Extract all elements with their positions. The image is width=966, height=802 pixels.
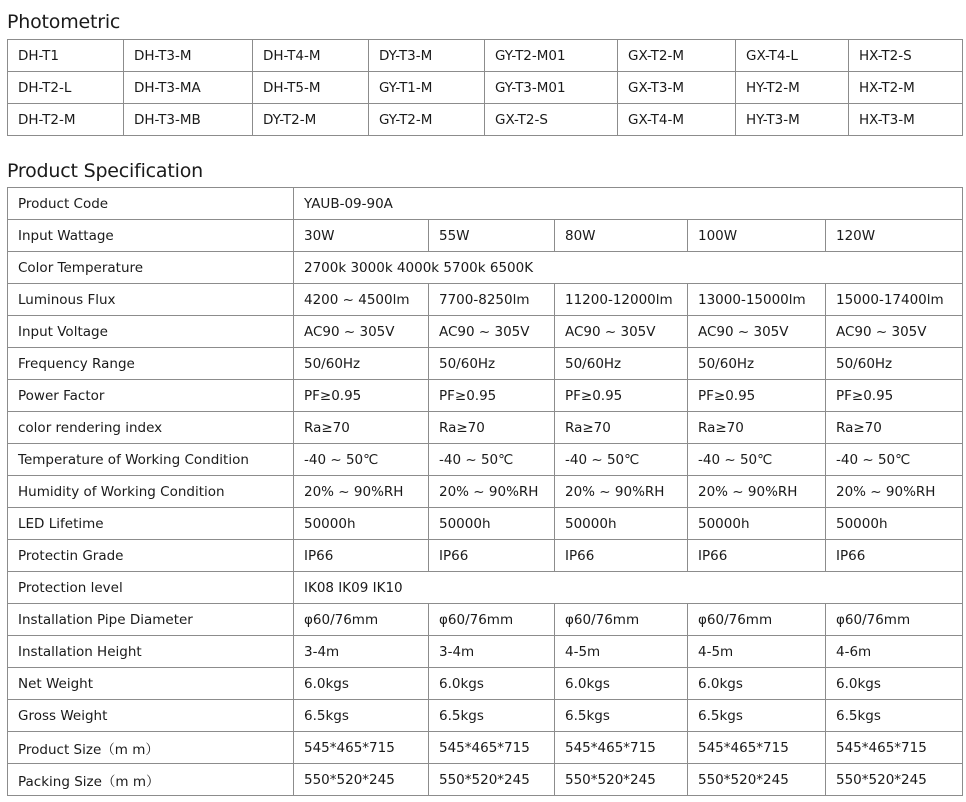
- spec-row: [8, 572, 963, 604]
- spec-value: 6.5kgs: [688, 700, 826, 732]
- spec-row: [8, 636, 963, 668]
- spec-value: 4-5m: [688, 636, 826, 668]
- spec-label: Frequency Range: [8, 348, 294, 380]
- spec-value: 20% ~ 90%RH: [826, 476, 963, 508]
- spec-value: -40 ~ 50℃: [294, 444, 429, 476]
- spec-row: [8, 540, 963, 572]
- spec-value: 50000h: [294, 508, 429, 540]
- spec-value: 550*520*245: [429, 764, 555, 796]
- photometric-cell: GY-T2-M01: [485, 40, 618, 72]
- photometric-cell: HY-T2-M: [736, 72, 849, 104]
- spec-value: 4-6m: [826, 636, 963, 668]
- spec-value: IP66: [294, 540, 429, 572]
- spec-value: PF≥0.95: [294, 380, 429, 412]
- spec-value: φ60/76mm: [688, 604, 826, 636]
- photometric-cell: GX-T3-M: [618, 72, 736, 104]
- spec-value: Ra≥70: [294, 412, 429, 444]
- spec-row: [8, 732, 963, 764]
- spec-value: 3-4m: [294, 636, 429, 668]
- spec-value: PF≥0.95: [688, 380, 826, 412]
- spec-label: Installation Pipe Diameter: [8, 604, 294, 636]
- spec-value: 6.5kgs: [429, 700, 555, 732]
- spec-label: Temperature of Working Condition: [8, 444, 294, 476]
- spec-value: PF≥0.95: [429, 380, 555, 412]
- photometric-row: [8, 40, 963, 72]
- spec-value: IP66: [688, 540, 826, 572]
- spec-value: 50000h: [688, 508, 826, 540]
- spec-value: 550*520*245: [826, 764, 963, 796]
- spec-value: 50000h: [826, 508, 963, 540]
- photometric-cell: GX-T2-M: [618, 40, 736, 72]
- photometric-cell: DH-T3-M: [124, 40, 253, 72]
- spec-value: 545*465*715: [429, 732, 555, 764]
- spec-value: 7700-8250lm: [429, 284, 555, 316]
- spec-row: [8, 764, 963, 796]
- spec-value: AC90 ~ 305V: [429, 316, 555, 348]
- spec-value: 50000h: [429, 508, 555, 540]
- spec-label: Protection level: [8, 572, 294, 604]
- spec-value: 50000h: [555, 508, 688, 540]
- photometric-cell: GX-T2-S: [485, 104, 618, 136]
- spec-row: [8, 380, 963, 412]
- spec-row: [8, 252, 963, 284]
- spec-value: Ra≥70: [555, 412, 688, 444]
- spec-value: 50/60Hz: [555, 348, 688, 380]
- spec-value: 6.5kgs: [826, 700, 963, 732]
- product-specification-title: Product Specification: [7, 160, 203, 182]
- spec-value: 100W: [688, 220, 826, 252]
- spec-value: 6.0kgs: [294, 668, 429, 700]
- spec-value: 11200-12000lm: [555, 284, 688, 316]
- spec-row: [8, 188, 963, 220]
- spec-label: Protectin Grade: [8, 540, 294, 572]
- spec-label: color rendering index: [8, 412, 294, 444]
- photometric-cell: DH-T5-M: [253, 72, 369, 104]
- spec-row: [8, 348, 963, 380]
- photometric-cell: GY-T1-M: [369, 72, 485, 104]
- photometric-cell: DY-T2-M: [253, 104, 369, 136]
- spec-value: Ra≥70: [826, 412, 963, 444]
- spec-value: YAUB-09-90A: [294, 188, 963, 220]
- spec-value: 20% ~ 90%RH: [555, 476, 688, 508]
- spec-value: 545*465*715: [688, 732, 826, 764]
- spec-value: AC90 ~ 305V: [294, 316, 429, 348]
- spec-label: Product Code: [8, 188, 294, 220]
- spec-row: [8, 700, 963, 732]
- spec-row: [8, 316, 963, 348]
- spec-row: [8, 668, 963, 700]
- photometric-cell: DY-T3-M: [369, 40, 485, 72]
- photometric-cell: GY-T3-M01: [485, 72, 618, 104]
- spec-value: 545*465*715: [826, 732, 963, 764]
- spec-value: φ60/76mm: [555, 604, 688, 636]
- spec-value: 6.0kgs: [688, 668, 826, 700]
- photometric-cell: GX-T4-L: [736, 40, 849, 72]
- photometric-cell: DH-T2-M: [8, 104, 124, 136]
- spec-row: [8, 604, 963, 636]
- spec-label: Packing Size（m m）: [8, 764, 294, 796]
- photometric-cell: HY-T3-M: [736, 104, 849, 136]
- spec-label: Installation Height: [8, 636, 294, 668]
- spec-value: IP66: [429, 540, 555, 572]
- spec-row: [8, 284, 963, 316]
- spec-value: 15000-17400lm: [826, 284, 963, 316]
- spec-value: 6.5kgs: [555, 700, 688, 732]
- spec-value: 50/60Hz: [688, 348, 826, 380]
- photometric-cell: DH-T3-MA: [124, 72, 253, 104]
- photometric-title: Photometric: [7, 11, 121, 33]
- spec-row: [8, 444, 963, 476]
- spec-label: Humidity of Working Condition: [8, 476, 294, 508]
- spec-row: [8, 412, 963, 444]
- spec-value: 6.0kgs: [826, 668, 963, 700]
- photometric-cell: HX-T2-M: [849, 72, 963, 104]
- spec-value: 6.0kgs: [555, 668, 688, 700]
- spec-value: Ra≥70: [429, 412, 555, 444]
- spec-label: Input Voltage: [8, 316, 294, 348]
- spec-value: 50/60Hz: [826, 348, 963, 380]
- spec-label: Net Weight: [8, 668, 294, 700]
- photometric-cell: DH-T3-MB: [124, 104, 253, 136]
- photometric-cell: GY-T2-M: [369, 104, 485, 136]
- photometric-cell: HX-T2-S: [849, 40, 963, 72]
- spec-value: 550*520*245: [555, 764, 688, 796]
- spec-label: Power Factor: [8, 380, 294, 412]
- spec-value: 20% ~ 90%RH: [429, 476, 555, 508]
- product-specification-table: [7, 187, 963, 796]
- spec-label: Luminous Flux: [8, 284, 294, 316]
- photometric-cell: GX-T4-M: [618, 104, 736, 136]
- spec-value: 545*465*715: [555, 732, 688, 764]
- spec-value: IP66: [826, 540, 963, 572]
- spec-value: IP66: [555, 540, 688, 572]
- photometric-cell: DH-T1: [8, 40, 124, 72]
- spec-value: 545*465*715: [294, 732, 429, 764]
- spec-value: AC90 ~ 305V: [826, 316, 963, 348]
- photometric-cell: DH-T2-L: [8, 72, 124, 104]
- spec-value: 3-4m: [429, 636, 555, 668]
- spec-value: AC90 ~ 305V: [688, 316, 826, 348]
- spec-value: 80W: [555, 220, 688, 252]
- spec-value: -40 ~ 50℃: [429, 444, 555, 476]
- spec-value: PF≥0.95: [826, 380, 963, 412]
- photometric-row: [8, 104, 963, 136]
- photometric-table: [7, 39, 963, 136]
- spec-value: φ60/76mm: [429, 604, 555, 636]
- spec-row: [8, 476, 963, 508]
- spec-label: Gross Weight: [8, 700, 294, 732]
- spec-value: Ra≥70: [688, 412, 826, 444]
- spec-value: -40 ~ 50℃: [555, 444, 688, 476]
- spec-value: 6.0kgs: [429, 668, 555, 700]
- spec-value: 120W: [826, 220, 963, 252]
- spec-label: Color Temperature: [8, 252, 294, 284]
- spec-value: 6.5kgs: [294, 700, 429, 732]
- photometric-cell: HX-T3-M: [849, 104, 963, 136]
- spec-value: 4-5m: [555, 636, 688, 668]
- spec-value: PF≥0.95: [555, 380, 688, 412]
- spec-value: 13000-15000lm: [688, 284, 826, 316]
- photometric-cell: DH-T4-M: [253, 40, 369, 72]
- spec-value: 30W: [294, 220, 429, 252]
- spec-row: [8, 508, 963, 540]
- spec-value: -40 ~ 50℃: [688, 444, 826, 476]
- spec-value: -40 ~ 50℃: [826, 444, 963, 476]
- spec-value: 55W: [429, 220, 555, 252]
- spec-value: 2700k 3000k 4000k 5700k 6500K: [294, 252, 963, 284]
- spec-value: 20% ~ 90%RH: [294, 476, 429, 508]
- spec-value: 550*520*245: [294, 764, 429, 796]
- spec-value: 550*520*245: [688, 764, 826, 796]
- spec-value: AC90 ~ 305V: [555, 316, 688, 348]
- spec-value: 20% ~ 90%RH: [688, 476, 826, 508]
- photometric-row: [8, 72, 963, 104]
- spec-value: IK08 IK09 IK10: [294, 572, 963, 604]
- spec-label: Product Size（m m）: [8, 732, 294, 764]
- spec-value: φ60/76mm: [826, 604, 963, 636]
- spec-value: 4200 ~ 4500lm: [294, 284, 429, 316]
- spec-value: 50/60Hz: [429, 348, 555, 380]
- spec-value: 50/60Hz: [294, 348, 429, 380]
- spec-row: [8, 220, 963, 252]
- spec-label: Input Wattage: [8, 220, 294, 252]
- spec-value: φ60/76mm: [294, 604, 429, 636]
- spec-label: LED Lifetime: [8, 508, 294, 540]
